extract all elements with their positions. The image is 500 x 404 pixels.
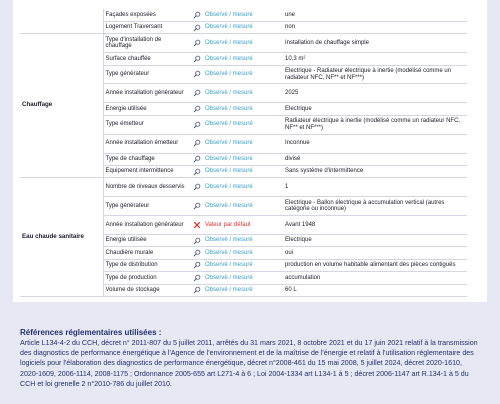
row-value: Radiateur électrique à inertie (modélisé comme un radiateur NFC, NF** et NF***): [283, 115, 467, 134]
section-title: Eau chaude sanitaire: [20, 178, 103, 297]
magnifier-icon: [193, 185, 201, 191]
row-label: Année installation émetteur: [103, 134, 191, 153]
row-label: Type émetteur: [103, 115, 191, 134]
source-icon-cell: [191, 53, 203, 65]
references-title: Références réglementaires utilisées :: [20, 328, 162, 337]
row-value: oui: [283, 247, 467, 259]
cross-icon: [193, 223, 201, 229]
row-value: Installation de chauffage simple: [283, 34, 467, 53]
source-icon-cell: [191, 178, 203, 197]
row-value: Sans système d'intermittence: [283, 165, 467, 177]
source-icon-cell: [191, 65, 203, 84]
row-value: Electrique - Radiateur électrique à inertie (modélisé comme un radiateur NFC, NF** et NF***): [283, 65, 467, 84]
magnifier-icon: [193, 41, 201, 47]
row-value: 1: [283, 178, 467, 197]
section-title: Chauffage: [20, 34, 103, 178]
row-source: Valeur par défaut: [203, 216, 283, 235]
row-source: Observé / mesuré: [203, 284, 283, 296]
row-source: Observé / mesuré: [203, 9, 283, 21]
row-source: Observé / mesuré: [203, 272, 283, 284]
row-value: Electrique: [283, 103, 467, 115]
row-source: Observé / mesuré: [203, 115, 283, 134]
row-source: Observé / mesuré: [203, 84, 283, 103]
magnifier-icon: [193, 91, 201, 97]
row-value: 2025: [283, 84, 467, 103]
row-source: Observé / mesuré: [203, 178, 283, 197]
row-label: Type de production: [103, 272, 191, 284]
row-value: production en volume habitable alimentant des pièces contiguës: [283, 259, 467, 271]
row-source: Observé / mesuré: [203, 34, 283, 53]
row-source: Observé / mesuré: [203, 259, 283, 271]
source-icon-cell: [191, 234, 203, 246]
row-label: Type générateur: [103, 197, 191, 216]
source-icon-cell: [191, 21, 203, 33]
source-icon-cell: [191, 259, 203, 271]
magnifier-icon: [193, 204, 201, 210]
source-icon-cell: [191, 272, 203, 284]
row-source: Observé / mesuré: [203, 153, 283, 165]
table-row: [20, 9, 467, 21]
source-icon-cell: [191, 247, 203, 259]
magnifier-icon: [193, 72, 201, 78]
row-label: Chaudière murale: [103, 247, 191, 259]
magnifier-icon: [193, 251, 201, 257]
row-source: Observé / mesuré: [203, 21, 283, 33]
row-source: Observé / mesuré: [203, 103, 283, 115]
row-label: Type générateur: [103, 65, 191, 84]
magnifier-icon: [193, 122, 201, 128]
magnifier-icon: [193, 25, 201, 31]
magnifier-icon: [193, 141, 201, 147]
row-value: Electrique: [283, 234, 467, 246]
source-icon-cell: [191, 165, 203, 177]
row-value: 60 L: [283, 284, 467, 296]
table-row: [20, 34, 467, 53]
magnifier-icon: [193, 157, 201, 163]
magnifier-icon: [193, 169, 201, 175]
row-label: Année installation générateur: [103, 84, 191, 103]
row-label: Logement Traversant: [103, 21, 191, 33]
source-icon-cell: [191, 284, 203, 296]
magnifier-icon: [193, 12, 201, 18]
source-icon-cell: [191, 216, 203, 235]
source-icon-cell: [191, 197, 203, 216]
row-value: une: [283, 9, 467, 21]
row-source: Observé / mesuré: [203, 247, 283, 259]
row-source: Observé / mesuré: [203, 197, 283, 216]
row-source: Observé / mesuré: [203, 234, 283, 246]
row-label: Type d'installation de chauffage: [103, 34, 191, 53]
row-label: Energie utilisée: [103, 103, 191, 115]
row-label: Nombre de niveaux desservis: [103, 178, 191, 197]
row-source: Observé / mesuré: [203, 65, 283, 84]
magnifier-icon: [193, 288, 201, 294]
row-value: Electrique - Ballon électrique à accumulation vertical (autres catégorie ou inconnue): [283, 197, 467, 216]
source-icon-cell: [191, 84, 203, 103]
row-value: non: [283, 21, 467, 33]
source-icon-cell: [191, 103, 203, 115]
row-value: divisé: [283, 153, 467, 165]
row-value: accumulation: [283, 272, 467, 284]
row-value: Inconnue: [283, 134, 467, 153]
magnifier-icon: [193, 56, 201, 62]
row-source: Observé / mesuré: [203, 53, 283, 65]
source-icon-cell: [191, 115, 203, 134]
magnifier-icon: [193, 238, 201, 244]
row-label: Type de distribution: [103, 259, 191, 271]
diagnostic-details-table: [20, 9, 467, 297]
magnifier-icon: [193, 107, 201, 113]
magnifier-icon: [193, 263, 201, 269]
row-value: 10,3 m²: [283, 53, 467, 65]
row-value: Avant 1948: [283, 216, 467, 235]
source-icon-cell: [191, 134, 203, 153]
table-row: [20, 178, 467, 197]
row-label: Energie utilisée: [103, 234, 191, 246]
row-source: Observé / mesuré: [203, 134, 283, 153]
row-label: Equipement intermittence: [103, 165, 191, 177]
row-source: Observé / mesuré: [203, 165, 283, 177]
row-label: Surface chauffée: [103, 53, 191, 65]
source-icon-cell: [191, 153, 203, 165]
section-title: [20, 9, 103, 34]
row-label: Année installation générateur: [103, 216, 191, 235]
row-label: Type de chauffage: [103, 153, 191, 165]
regulatory-references: [20, 327, 482, 389]
row-label: Volume de stockage: [103, 284, 191, 296]
magnifier-icon: [193, 275, 201, 281]
references-text: Article L134-4-2 du CCH, décret n° 2011-807 du 5 juillet 2011, arrêtés du 31 mars 2021, 8 octobre 2021 et du 17 juin 2021 relatif à la transmission des diagnostics de performance énergétique à l'Agence de l'environnement et de la maîtrise de l'énergie et relatif à l'utilisation réglementaire des logiciels pour l'élaboration des diagnostics de performance énergétique, décret n°2008-461 du 15 mai 2008, 5 juillet 2024, décret 2020-1610, 2020-1609, 2006-1114, 2008-1175 ; Ordonnance 2005-655 art L271-4 à 6 ; Loi 2004-1334 art L134-1 à 5 ; décret 2006-1147 art R.134-1 à 5 du CCH et loi grenelle 2 n°2010-786 du juillet 2010.: [20, 339, 478, 388]
row-label: Façades exposées: [103, 9, 191, 21]
source-icon-cell: [191, 9, 203, 21]
source-icon-cell: [191, 34, 203, 53]
